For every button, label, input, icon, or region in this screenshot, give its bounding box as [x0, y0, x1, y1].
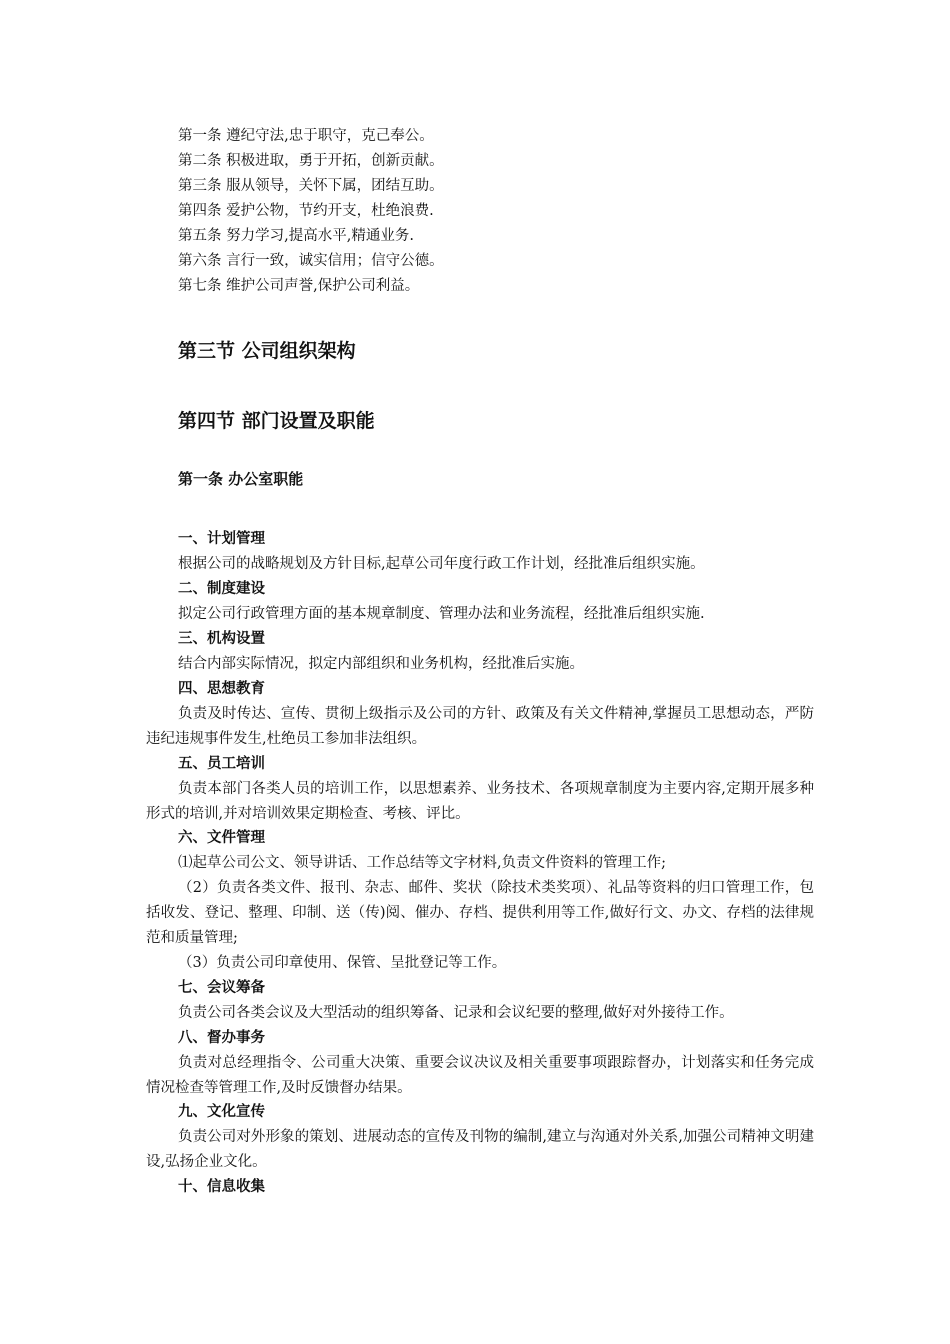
item-text: 负责及时传达、宣传、贯彻上级指示及公司的方针、政策及有关文件精神,掌握员工思想动态，严防违纪违规事件发生,杜绝员工参加非法组织。 [146, 706, 814, 747]
section-heading: 第四节 部门设置及职能 [178, 410, 375, 432]
item-title: 一、计划管理 [178, 531, 265, 547]
article-line: 第二条 积极进取，勇于开拓，创新贡献。 [178, 153, 444, 169]
item-title: 九、文化宣传 [178, 1104, 265, 1120]
item-text: 根据公司的战略规划及方针目标,起草公司年度行政工作计划，经批准后组织实施。 [178, 556, 705, 572]
article-line: 第七条 维护公司声誉,保护公司利益。 [178, 278, 420, 294]
item-title: 二、制度建设 [178, 581, 265, 597]
item-title: 十、信息收集 [178, 1179, 265, 1195]
item-title: 七、会议筹备 [178, 980, 265, 996]
item-text: 负责公司各类会议及大型活动的组织筹备、记录和会议纪要的整理,做好对外接待工作。 [178, 1005, 734, 1021]
item-text: 负责对总经理指令、公司重大决策、重要会议决议及相关重要事项跟踪督办，计划落实和任务完成情况检查等管理工作,及时反馈督办结果。 [146, 1055, 814, 1096]
section-heading: 第三节 公司组织架构 [178, 340, 356, 362]
article-line: 第六条 言行一致，诚实信用；信守公德。 [178, 253, 444, 269]
item-text: 负责本部门各类人员的培训工作，以思想素养、业务技术、各项规章制度为主要内容,定期开展多种形式的培训,并对培训效果定期检查、考核、评比。 [146, 781, 814, 822]
item-subtext: ⑴起草公司公文、领导讲话、工作总结等文字材料,负责文件资料的管理工作; [178, 855, 666, 871]
item-title: 四、思想教育 [178, 681, 265, 697]
article-line: 第三条 服从领导，关怀下属，团结互助。 [178, 178, 444, 194]
item-title: 三、机构设置 [178, 631, 265, 647]
article-heading: 第一条 办公室职能 [178, 470, 304, 488]
item-subtext: （3）负责公司印章使用、保管、呈批登记等工作。 [178, 955, 507, 971]
item-text: 拟定公司行政管理方面的基本规章制度、管理办法和业务流程，经批准后组织实施. [178, 606, 705, 622]
item-title: 五、员工培训 [178, 756, 265, 772]
item-subtext: （2）负责各类文件、报刊、杂志、邮件、奖状（除技术类奖项）、礼品等资料的归口管理工作，包括收发、登记、整理、印制、送（传)阅、催办、存档、提供利用等工作,做好行文、办文、存档的法律规范和质量管理; [146, 880, 814, 946]
item-title: 六、文件管理 [178, 830, 265, 846]
article-line: 第一条 遵纪守法,忠于职守，克己奉公。 [178, 128, 434, 144]
item-title: 八、督办事务 [178, 1030, 265, 1046]
item-text: 结合内部实际情况，拟定内部组织和业务机构，经批准后实施。 [178, 656, 584, 672]
article-line: 第五条 努力学习,提高水平,精通业务. [178, 228, 414, 244]
item-text: 负责公司对外形象的策划、进展动态的宣传及刊物的编制,建立与沟通对外关系,加强公司精神文明建设,弘扬企业文化。 [146, 1129, 814, 1170]
article-line: 第四条 爱护公物，节约开支，杜绝浪费. [178, 203, 434, 219]
